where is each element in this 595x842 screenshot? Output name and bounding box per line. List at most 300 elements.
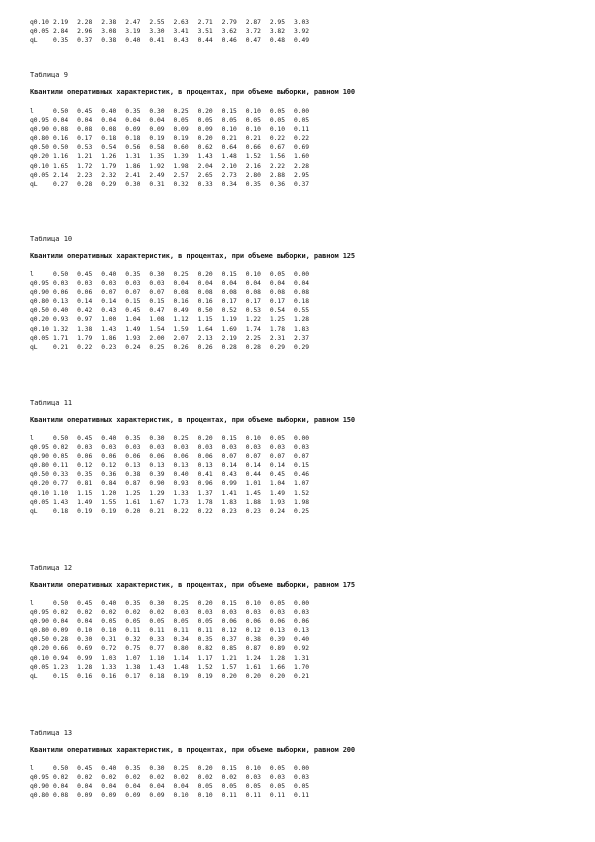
table-cell: 1.43 [101, 325, 117, 333]
table-cell: 1.28 [269, 654, 286, 662]
table-cell: 2.65 [197, 171, 213, 179]
table-cell: 1.48 [173, 663, 189, 671]
table-cell: 0.02 [77, 609, 93, 617]
table-cell: 1.66 [269, 663, 286, 671]
table-cell: 0.11 [125, 627, 141, 635]
table-cell: 1.61 [125, 498, 141, 506]
table-cell: 0.25 [173, 600, 189, 607]
table-row [30, 171, 318, 180]
table-cell: 0.00 [293, 435, 310, 442]
table-cell: 2.22 [269, 162, 286, 170]
table-cell: 0.06 [197, 453, 213, 461]
table-cell: 0.05 [293, 117, 310, 125]
table-cell: 0.35 [245, 180, 261, 188]
table-row [30, 343, 318, 352]
table-cell: 0.20 [197, 108, 213, 115]
row-label: q0.05 [30, 28, 49, 36]
table-cell: 1.61 [245, 663, 261, 671]
table-cell: 0.40 [101, 271, 117, 278]
table-cell: 0.26 [197, 343, 213, 351]
table-cell: 0.21 [53, 343, 69, 351]
table-cell: 0.29 [269, 343, 286, 351]
table-cell: 0.14 [101, 298, 117, 306]
table-cell: 2.73 [221, 171, 237, 179]
table-cell: 0.24 [125, 343, 141, 351]
table-cell: 0.04 [149, 783, 165, 791]
table-cell: 0.35 [53, 37, 69, 45]
table-row [30, 489, 318, 498]
table-cell: 0.26 [173, 343, 189, 351]
table-cell: 3.03 [293, 19, 310, 26]
table-cell: 0.17 [269, 298, 286, 306]
table-cell: 0.07 [101, 289, 117, 297]
table-cell: 0.35 [125, 271, 141, 278]
table-cell: 0.08 [53, 792, 69, 800]
table-cell: 0.40 [101, 435, 117, 442]
table-cell: 1.88 [245, 498, 261, 506]
table-cell: 0.47 [245, 37, 261, 45]
table-row [30, 270, 318, 279]
table-cell: 0.10 [173, 792, 189, 800]
table-cell: 1.19 [221, 316, 237, 324]
table-cell: 1.39 [173, 153, 189, 161]
row-label: q0.90 [30, 126, 49, 134]
table-cell: 1.45 [245, 489, 261, 497]
table-cell: 1.21 [77, 153, 93, 161]
table-cell: 0.40 [101, 765, 117, 772]
table-cell: 1.03 [101, 654, 117, 662]
table-cell: 0.53 [77, 144, 93, 152]
table-cell: 0.10 [245, 435, 261, 442]
row-label: q0.90 [30, 289, 49, 297]
table-cell: 0.03 [293, 774, 310, 782]
table-cell: 0.50 [197, 307, 213, 315]
table-cell: 2.87 [245, 19, 261, 26]
table-row [30, 663, 318, 672]
table-cell: 0.12 [77, 462, 93, 470]
table-cell: 0.05 [173, 618, 189, 626]
row-label: q0.20 [30, 480, 49, 488]
table-cell: 0.05 [125, 618, 141, 626]
table-cell: 0.08 [245, 289, 261, 297]
table-cell: 0.15 [125, 298, 141, 306]
quantile-table [30, 18, 318, 45]
table-cell: 0.34 [221, 180, 237, 188]
table-cell: 0.02 [149, 774, 165, 782]
table-cell: 1.07 [125, 654, 141, 662]
table-cell: 0.45 [269, 471, 286, 479]
table-row [30, 672, 318, 681]
table-cell: 0.04 [173, 783, 189, 791]
table-cell: 1.14 [173, 654, 189, 662]
table-row [30, 791, 318, 800]
table-cell: 0.14 [245, 462, 261, 470]
table-cell: 0.03 [221, 444, 237, 452]
table-cell: 0.50 [53, 271, 69, 278]
table-cell: 0.20 [197, 765, 213, 772]
table-cell: 0.10 [245, 765, 261, 772]
table-cell: 0.17 [125, 672, 141, 680]
table-row [30, 125, 318, 134]
table-cell: 0.05 [197, 783, 213, 791]
table-cell: 0.07 [149, 289, 165, 297]
table-cell: 0.13 [173, 462, 189, 470]
table-cell: 0.32 [125, 636, 141, 644]
table-cell: 0.45 [125, 307, 141, 315]
table-cell: 0.30 [149, 600, 165, 607]
table-row [30, 470, 318, 479]
table-cell: 1.52 [293, 489, 310, 497]
table-cell: 1.28 [293, 316, 310, 324]
table-cell: 0.40 [173, 471, 189, 479]
table-row [30, 507, 318, 516]
table-cell: 2.88 [269, 171, 286, 179]
table-cell: 1.59 [173, 325, 189, 333]
table-cell: 1.55 [101, 498, 117, 506]
table-cell: 0.49 [173, 307, 189, 315]
table-cell: 0.04 [197, 280, 213, 288]
table-cell: 0.05 [173, 117, 189, 125]
table-cell: 2.95 [293, 171, 310, 179]
table-row [30, 599, 318, 608]
table-cell: 0.16 [77, 672, 93, 680]
table-cell: 0.77 [149, 645, 165, 653]
table-cell: 0.21 [149, 507, 165, 515]
table-cell: 0.13 [149, 462, 165, 470]
table-row [30, 288, 318, 297]
table-cell: 0.45 [77, 765, 93, 772]
table-cell: 1.26 [101, 153, 117, 161]
row-label: q0.95 [30, 609, 49, 617]
table-cell: 0.58 [149, 144, 165, 152]
table-cell: 0.39 [149, 471, 165, 479]
table-cell: 0.30 [149, 108, 165, 115]
table-cell: 0.06 [173, 453, 189, 461]
table-cell: 0.45 [77, 271, 93, 278]
table-cell: 3.92 [293, 28, 310, 36]
table-row [30, 644, 318, 653]
table-cell: 0.12 [221, 627, 237, 635]
table-cell: 2.37 [293, 334, 310, 342]
table-cell: 0.10 [269, 126, 286, 134]
table-cell: 0.04 [269, 280, 286, 288]
table-cell: 0.02 [101, 609, 117, 617]
table-cell: 0.05 [269, 117, 286, 125]
table-cell: 0.87 [245, 645, 261, 653]
table-cell: 0.03 [245, 609, 261, 617]
table-cell: 2.55 [149, 19, 165, 26]
row-label: qL [30, 37, 38, 45]
table-cell: 0.15 [221, 765, 237, 772]
table-cell: 0.50 [53, 144, 69, 152]
table-cell: 0.53 [245, 307, 261, 315]
table-cell: 0.09 [149, 126, 165, 134]
table-cell: 0.12 [101, 462, 117, 470]
table-cell: 0.03 [221, 609, 237, 617]
table-row [30, 479, 318, 488]
table-row [30, 27, 318, 36]
table-cell: 0.15 [221, 271, 237, 278]
table-row [30, 782, 318, 791]
table-cell: 1.35 [149, 153, 165, 161]
table-cell: 0.14 [269, 462, 286, 470]
table-cell: 0.08 [197, 289, 213, 297]
row-label: q0.90 [30, 783, 49, 791]
table-cell: 0.19 [173, 672, 189, 680]
table-cell: 2.16 [245, 162, 261, 170]
table-cell: 0.29 [101, 180, 117, 188]
table-cell: 0.00 [293, 765, 310, 772]
table-title: Квантили оперативных характеристик, в процентах, при объеме выборки, равном 125 [30, 252, 356, 260]
table-cell: 1.86 [101, 334, 117, 342]
table-cell: 0.28 [221, 343, 237, 351]
table-cell: 0.89 [269, 645, 286, 653]
row-label: q0.80 [30, 298, 49, 306]
table-cell: 0.20 [269, 672, 286, 680]
table-cell: 1.29 [149, 489, 165, 497]
table-cell: 0.87 [125, 480, 141, 488]
row-label: q0.10 [30, 654, 49, 662]
row-label: qL [30, 180, 38, 188]
table-cell: 0.10 [245, 271, 261, 278]
quantile-table [30, 599, 318, 681]
table-cell: 0.43 [221, 471, 237, 479]
table-cell: 1.79 [101, 162, 117, 170]
table-cell: 1.28 [77, 663, 93, 671]
table-cell: 0.02 [173, 774, 189, 782]
table-cell: 0.17 [77, 135, 93, 143]
table-cell: 0.21 [293, 672, 310, 680]
table-cell: 1.07 [293, 480, 310, 488]
table-caption: Таблица 13 [30, 729, 73, 737]
table-cell: 0.52 [221, 307, 237, 315]
table-cell: 1.49 [125, 325, 141, 333]
table-cell: 0.04 [293, 280, 310, 288]
table-cell: 0.06 [77, 453, 93, 461]
quantile-table [30, 764, 318, 800]
table-cell: 0.43 [173, 37, 189, 45]
table-cell: 0.20 [197, 271, 213, 278]
table-row [30, 279, 318, 288]
table-cell: 0.30 [77, 636, 93, 644]
table-title: Квантили оперативных характеристик, в процентах, при объеме выборки, равном 200 [30, 746, 356, 754]
table-cell: 0.03 [77, 280, 93, 288]
table-cell: 0.17 [221, 298, 237, 306]
table-cell: 1.70 [293, 663, 310, 671]
table-cell: 0.06 [221, 618, 237, 626]
row-label: l [30, 765, 34, 772]
table-cell: 1.15 [77, 489, 93, 497]
table-cell: 0.94 [53, 654, 69, 662]
table-cell: 0.38 [101, 37, 117, 45]
table-cell: 1.93 [125, 334, 141, 342]
table-cell: 0.45 [77, 435, 93, 442]
table-cell: 0.35 [197, 636, 213, 644]
table-cell: 0.99 [221, 480, 237, 488]
table-cell: 1.41 [221, 489, 237, 497]
table-cell: 0.07 [221, 453, 237, 461]
table-cell: 2.28 [293, 162, 310, 170]
table-cell: 0.40 [101, 600, 117, 607]
table-cell: 0.36 [269, 180, 286, 188]
table-cell: 1.38 [77, 325, 93, 333]
table-cell: 0.19 [77, 507, 93, 515]
row-label: l [30, 271, 34, 278]
table-cell: 1.38 [125, 663, 141, 671]
table-cell: 0.96 [197, 480, 213, 488]
table-cell: 0.37 [77, 37, 93, 45]
table-cell: 1.86 [125, 162, 141, 170]
table-cell: 0.10 [77, 627, 93, 635]
table-cell: 0.25 [173, 435, 189, 442]
table-cell: 1.71 [53, 334, 69, 342]
table-cell: 0.02 [101, 774, 117, 782]
table-cell: 0.22 [77, 343, 93, 351]
table-cell: 0.50 [53, 600, 69, 607]
table-cell: 0.22 [197, 507, 213, 515]
table-row [30, 36, 318, 45]
table-cell: 0.30 [149, 435, 165, 442]
table-cell: 1.67 [149, 498, 165, 506]
table-cell: 0.41 [197, 471, 213, 479]
table-cell: 1.01 [245, 480, 261, 488]
table-cell: 0.40 [101, 108, 117, 115]
table-cell: 0.25 [173, 271, 189, 278]
table-cell: 0.05 [221, 117, 237, 125]
table-cell: 0.35 [125, 435, 141, 442]
table-cell: 0.09 [125, 792, 141, 800]
table-cell: 0.04 [125, 117, 141, 125]
table-cell: 0.04 [77, 117, 93, 125]
table-cell: 0.30 [125, 180, 141, 188]
table-cell: 1.24 [245, 654, 261, 662]
table-cell: 1.48 [221, 153, 237, 161]
row-label: q0.90 [30, 453, 49, 461]
row-label: q0.95 [30, 117, 49, 125]
table-cell: 0.18 [125, 135, 141, 143]
table-row [30, 461, 318, 470]
row-label: q0.95 [30, 444, 49, 452]
row-label: q0.20 [30, 645, 49, 653]
table-cell: 0.08 [293, 289, 310, 297]
table-cell: 0.56 [125, 144, 141, 152]
table-cell: 0.72 [101, 645, 117, 653]
table-cell: 0.25 [149, 343, 165, 351]
row-label: l [30, 600, 34, 607]
quantile-table [30, 107, 318, 189]
table-cell: 2.95 [269, 19, 286, 26]
table-cell: 0.05 [197, 117, 213, 125]
table-cell: 0.02 [149, 609, 165, 617]
table-cell: 0.34 [173, 636, 189, 644]
table-cell: 0.02 [125, 609, 141, 617]
table-cell: 0.03 [149, 280, 165, 288]
row-label: q0.80 [30, 627, 49, 635]
table-cell: 3.19 [125, 28, 141, 36]
table-cell: 0.07 [125, 289, 141, 297]
table-cell: 0.54 [269, 307, 286, 315]
table-cell: 0.10 [245, 126, 261, 134]
table-cell: 3.30 [149, 28, 165, 36]
table-caption: Таблица 11 [30, 399, 73, 407]
table-cell: 0.23 [101, 343, 117, 351]
table-cell: 1.57 [221, 663, 237, 671]
table-cell: 0.11 [269, 792, 286, 800]
row-label: qL [30, 672, 38, 680]
table-cell: 0.13 [293, 627, 310, 635]
table-cell: 0.30 [149, 765, 165, 772]
table-cell: 0.21 [245, 135, 261, 143]
table-cell: 2.63 [173, 19, 189, 26]
table-cell: 3.72 [245, 28, 261, 36]
table-cell: 1.52 [197, 663, 213, 671]
table-cell: 2.04 [197, 162, 213, 170]
table-cell: 1.73 [173, 498, 189, 506]
table-cell: 0.04 [53, 618, 69, 626]
table-cell: 0.80 [173, 645, 189, 653]
table-cell: 0.13 [197, 462, 213, 470]
table-cell: 0.05 [197, 618, 213, 626]
table-cell: 0.18 [293, 298, 310, 306]
table-title: Квантили оперативных характеристик, в процентах, при объеме выборки, равном 100 [30, 88, 356, 96]
table-cell: 0.05 [269, 108, 286, 115]
table-cell: 2.28 [77, 19, 93, 26]
table-row [30, 162, 318, 171]
table-cell: 0.05 [269, 600, 286, 607]
row-label: l [30, 108, 34, 115]
table-cell: 0.05 [245, 783, 261, 791]
table-cell: 1.72 [77, 162, 93, 170]
table-cell: 0.33 [197, 180, 213, 188]
table-cell: 2.25 [245, 334, 261, 342]
table-cell: 0.41 [149, 37, 165, 45]
table-cell: 1.79 [77, 334, 93, 342]
table-cell: 0.19 [149, 135, 165, 143]
table-cell: 0.45 [77, 600, 93, 607]
table-cell: 0.37 [221, 636, 237, 644]
table-cell: 0.50 [53, 765, 69, 772]
table-cell: 1.83 [221, 498, 237, 506]
table-cell: 0.19 [197, 672, 213, 680]
table-cell: 0.19 [173, 135, 189, 143]
row-label: q0.05 [30, 498, 49, 506]
table-row [30, 654, 318, 663]
table-cell: 0.84 [101, 480, 117, 488]
table-cell: 0.11 [173, 627, 189, 635]
table-cell: 1.31 [125, 153, 141, 161]
table-cell: 0.16 [101, 672, 117, 680]
table-cell: 0.06 [53, 289, 69, 297]
table-cell: 0.02 [53, 774, 69, 782]
table-cell: 0.03 [245, 774, 261, 782]
row-label: q0.10 [30, 19, 49, 26]
table-8-continuation [30, 18, 318, 45]
table-cell: 0.35 [125, 600, 141, 607]
table-cell: 1.83 [293, 325, 310, 333]
table-cell: 0.31 [101, 636, 117, 644]
table-cell: 3.51 [197, 28, 213, 36]
table-cell: 0.22 [173, 507, 189, 515]
table-cell: 0.50 [53, 435, 69, 442]
table-cell: 0.03 [173, 609, 189, 617]
table-cell: 0.15 [221, 435, 237, 442]
table-cell: 1.32 [53, 325, 69, 333]
table-row [30, 608, 318, 617]
table-row [30, 434, 318, 443]
table-cell: 0.10 [245, 600, 261, 607]
table-row [30, 18, 318, 27]
table-cell: 0.20 [125, 507, 141, 515]
